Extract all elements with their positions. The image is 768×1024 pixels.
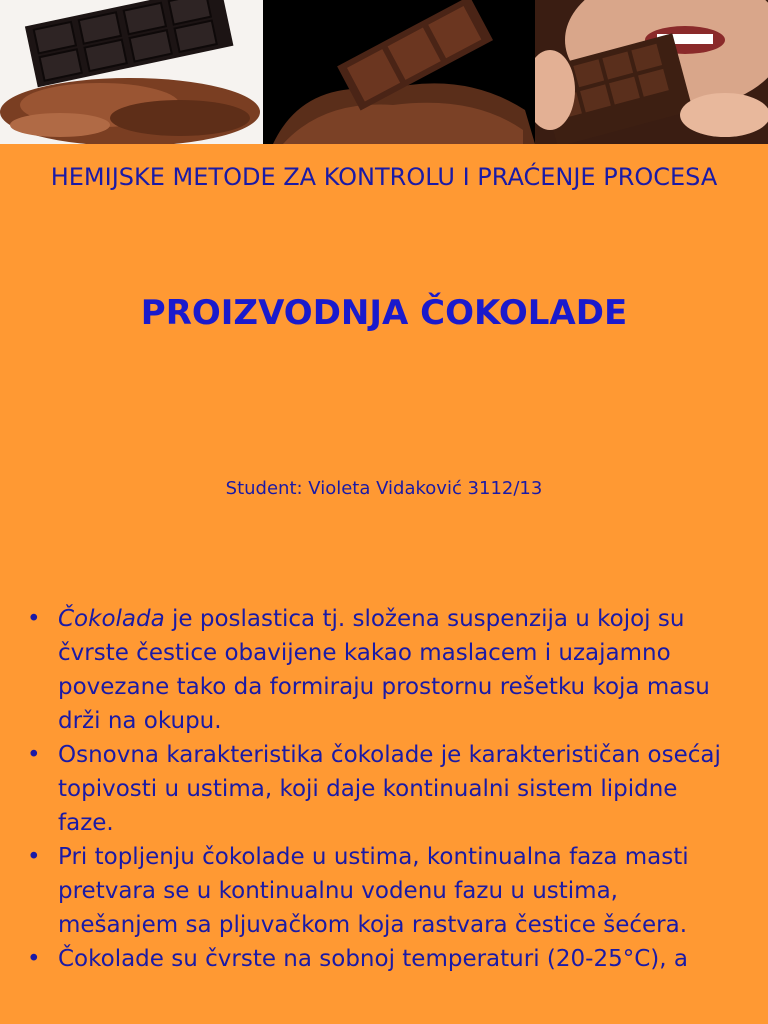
header-photos [0,0,768,144]
bullet-text: je poslastica tj. složena suspenzija u kojoj su čvrste čestice obavijene kakao maslacem i uzajamno povezane tako da formiraju prostornu rešetku koja masu drži na okupu. [58,606,710,734]
bullet-dot: • [27,742,41,768]
slide-subtitle: HEMIJSKE METODE ZA KONTROLU I PRAĆENJE PROCESA [50,163,718,191]
woman-eating-chocolate-photo [535,0,768,144]
list-item [0,602,768,738]
list-item [0,738,768,840]
bullet-text: Pri topljenju čokolade u ustima, kontinualna faza masti pretvara se u kontinualnu vodenu fazu u ustima, mešanjem sa pljuvačkom koja rastvara čestice šećera. [58,844,689,938]
bullet-dot: • [27,844,41,870]
list-item [0,840,768,942]
slide-title: PROIZVODNJA ČOKOLADE [140,293,628,333]
chocolate-bar-photo [0,0,263,144]
bullet-text: Osnovna karakteristika čokolade je karakterističan osećaj topivosti u ustima, koji daje kontinualni sistem lipidne faze. [58,742,721,836]
student-line: Student: Violeta Vidaković 3112/13 [225,478,543,499]
list-item [0,942,768,976]
bullet-emphasis: Čokolada [58,606,165,632]
bullet-text: Čokolade su čvrste na sobnoj temperaturi (20-25°C), a [58,946,688,972]
bullet-dot: • [27,606,41,632]
melting-chocolate-photo [263,0,535,144]
bullet-list [0,602,768,976]
bullet-dot: • [27,946,41,972]
